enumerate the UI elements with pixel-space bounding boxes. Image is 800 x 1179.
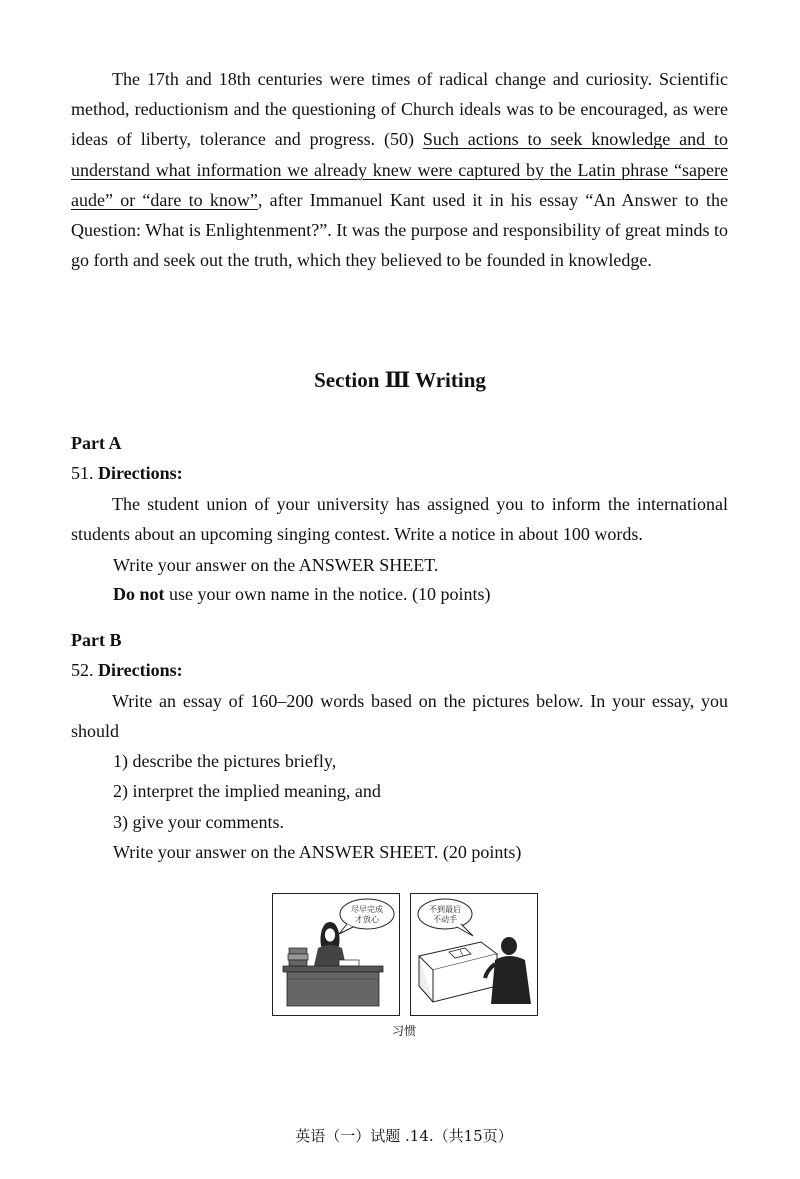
part-b-directions-heading bbox=[71, 660, 183, 681]
part-b-heading: Part B bbox=[71, 630, 122, 650]
underlined-sentence: Such actions to seek knowledge and to understand what information we already knew were captured by the Latin phrase “sapere aude” or “dare to know” bbox=[71, 129, 728, 210]
part-a-directions-body: The student union of your university has assigned you to inform the international students about an upcoming singing contest. Write a notice in about 100 words. bbox=[71, 494, 728, 545]
part-b-directions-body: Write an essay of 160–200 words based on the pictures below. In your essay, you should bbox=[71, 691, 728, 742]
bubble-right-line1: 不到最后 bbox=[429, 905, 461, 914]
directions-label: Directions: bbox=[98, 660, 183, 680]
bubble-left-line1: 尽早完成 bbox=[351, 905, 383, 914]
cartoon-caption: 习惯 bbox=[391, 1024, 416, 1038]
part-a-directions-heading bbox=[71, 463, 183, 484]
question-number-51: 51. bbox=[71, 463, 94, 483]
part-b-answer-line: Write your answer on the ANSWER SHEET. (20 points) bbox=[113, 842, 522, 862]
passage-outro: , after Immanuel Kant used it in his essay “An Answer to the Question: What is Enlightenment?”. It was the purpose and responsibility of great minds to go forth and seek out the truth, which they believed to be founded in knowledge. bbox=[71, 189, 728, 271]
desk-top bbox=[283, 966, 383, 972]
do-not-rest: use your own name in the notice. (10 points) bbox=[164, 584, 491, 604]
cartoon-left-drawing bbox=[273, 894, 398, 1014]
do-not-emphasis: Do not bbox=[113, 584, 165, 604]
woman-face bbox=[325, 928, 336, 942]
bubble-right-line2: 不动手 bbox=[433, 915, 457, 924]
man-body bbox=[491, 956, 531, 1004]
part-a-heading: Part A bbox=[71, 433, 122, 453]
question-number-52: 52. bbox=[71, 660, 94, 680]
bubble-left-line2: 才放心 bbox=[355, 915, 379, 924]
page-footer: 英语（一）试题 .14.（共15页） bbox=[295, 1127, 513, 1145]
desk-body bbox=[287, 972, 379, 1006]
part-a-do-not-line bbox=[113, 584, 490, 605]
passage-paragraph bbox=[71, 64, 728, 275]
speech-bubble-right bbox=[418, 899, 472, 929]
part-a-answer-line: Write your answer on the ANSWER SHEET. bbox=[113, 555, 439, 575]
cartoon-right-drawing bbox=[411, 894, 536, 1014]
cartoon-panel-right bbox=[410, 893, 538, 1016]
question-marker-50: (50) bbox=[383, 129, 414, 150]
speech-bubble-left bbox=[340, 899, 394, 929]
section-title: Section Ⅲ Writing bbox=[314, 368, 486, 392]
passage-intro: The 17th and 18th centuries were times of radical change and curiosity. Scientific method, reductionism and the questioning of Church ideals was to be encouraged, as were ideas of liberty, tolerance and progress. bbox=[71, 69, 728, 150]
directions-label: Directions: bbox=[98, 463, 183, 483]
part-b-item-3: 3) give your comments. bbox=[113, 812, 284, 832]
man-head bbox=[501, 937, 517, 955]
part-b-item-2: 2) interpret the implied meaning, and bbox=[113, 781, 381, 801]
cartoon-panel-left bbox=[272, 893, 400, 1016]
part-b-item-1: 1) describe the pictures briefly, bbox=[113, 751, 337, 771]
